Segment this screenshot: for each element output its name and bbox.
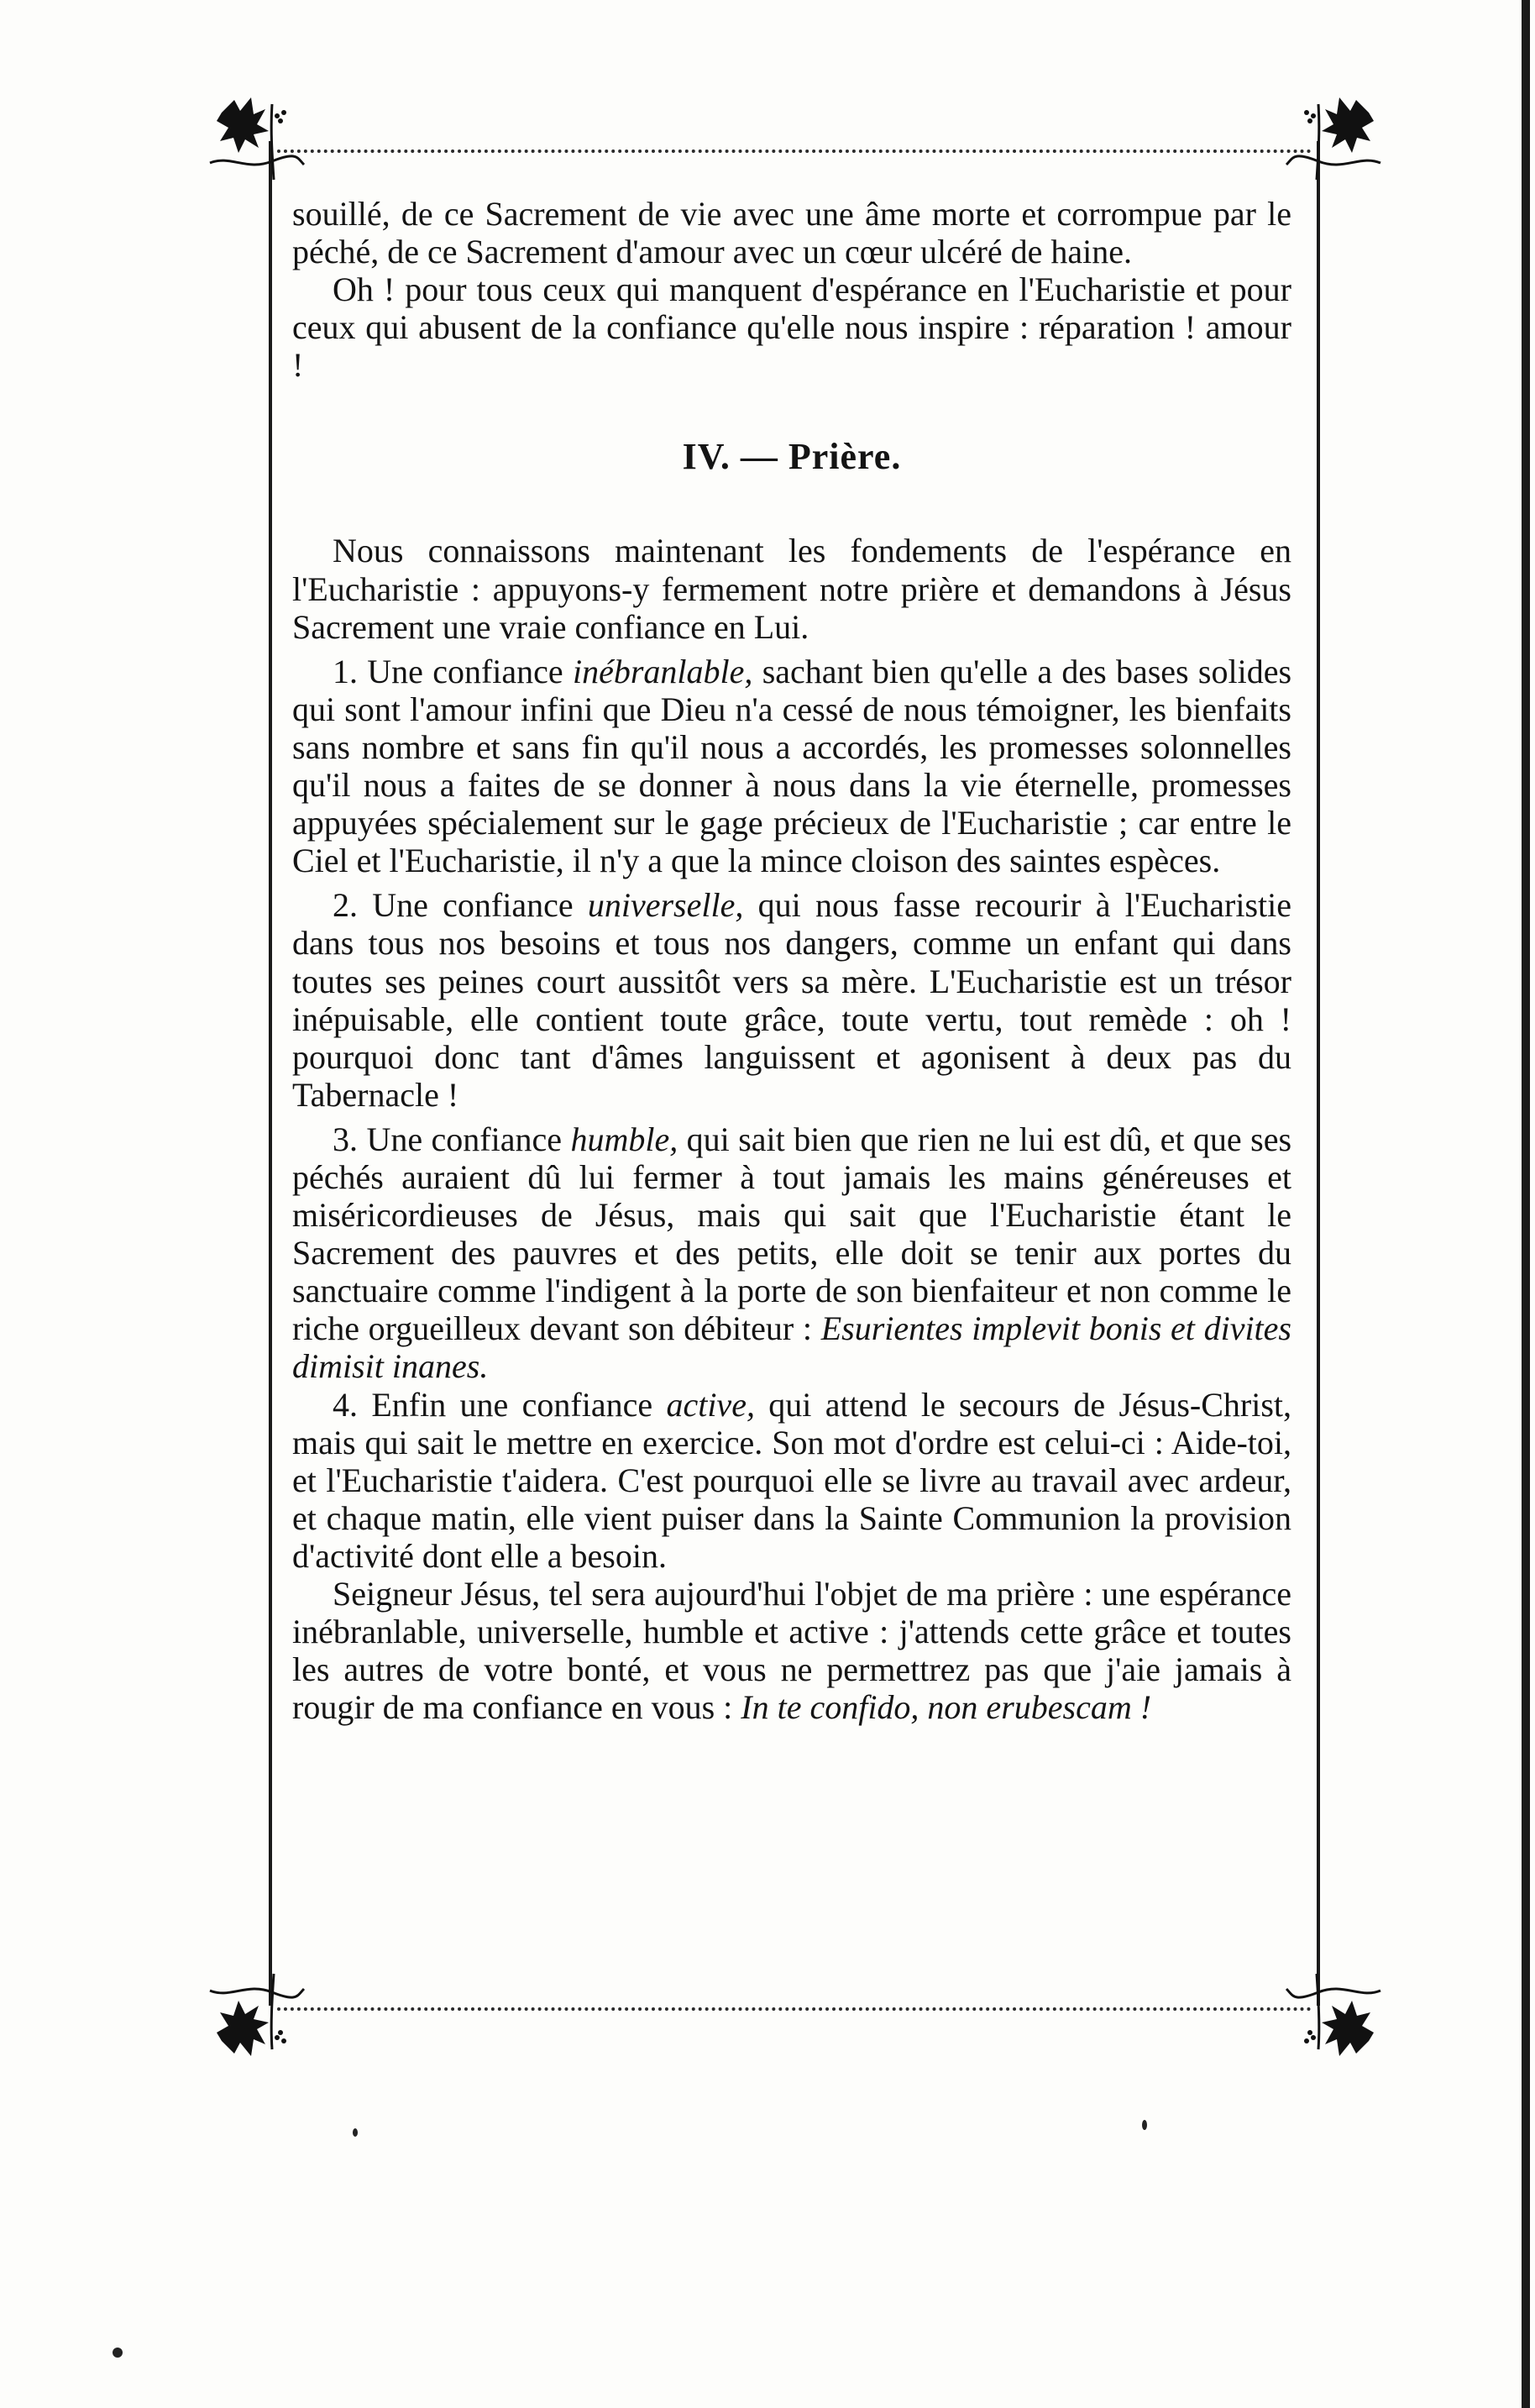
item-body: qui sait bien que rien ne lui est dû, et que ses péchés auraient dû lui fermer à tout jamais les mains généreuses et miséricordieuses de Jésus, mais qui sait que l'Eucharistie étant le Sacrement des pauvres et des petits, elle doit se tenir aux portes du sanctuaire comme l'indigent à la porte de son bienfaiteur et non comme le riche orgueilleux devant son débiteur : [292, 1120, 1292, 1348]
item-number: 4. [333, 1385, 358, 1424]
scan-speck [1142, 2120, 1147, 2130]
item-body: qui nous fasse recourir à l'Eucharistie dans tous nos besoins et tous nos dangers, comme un enfant qui dans toutes ses peines court aussitôt vers sa mère. L'Eucharistie est un trésor inépuisable, elle contient toute grâce, toute vertu, tout remède : oh ! pourquoi donc tant d'âmes languissent et agonisent à deux pas du Tabernacle ! [292, 886, 1292, 1114]
closing-text: Seigneur Jésus, tel sera aujourd'hui l'objet de ma prière : une espérance inébranlable, universelle, humble et active : j'attends cette grâce et toutes les autres de votre bonté, et vous ne permettrez pas que j'aie jamais à rougir de ma confiance en vous : [292, 1575, 1291, 1727]
list-item [292, 1386, 1291, 1575]
intro-paragraph-1: souillé, de ce Sacrement de vie avec une âme morte et corrompue par le péché, de ce Sacrement d'amour avec un cœur ulcéré de haine. [292, 195, 1291, 271]
item-number: 2. [333, 886, 358, 925]
item-lead: Enfin une confiance [371, 1385, 653, 1424]
frame-left-rule [269, 141, 272, 2006]
ornament-bottom-right-icon [1285, 1965, 1386, 2066]
ornament-bottom-left-icon [205, 1965, 306, 2066]
list-item [292, 886, 1291, 1114]
list-item [292, 1120, 1291, 1386]
latin-quote: Esurientes implevit bonis et divites dimisit inanes. [292, 1309, 1291, 1386]
scan-edge [1522, 0, 1530, 2408]
item-emphasis: universelle, [587, 886, 744, 925]
item-body: qui attend le secours de Jésus-Christ, mais qui sait le mettre en exercice. Son mot d'ordre est celui-ci : Aide-toi, et l'Eucharistie t'aidera. C'est pourquoi elle se livre au travail avec ardeur, et chaque matin, elle vient puiser dans la Sainte Communion la provision d'activité dont elle a besoin. [292, 1385, 1292, 1575]
scan-speck [353, 2128, 358, 2137]
page-text [292, 195, 1291, 1726]
item-lead: Une confiance [367, 652, 563, 690]
item-emphasis: active, [666, 1385, 755, 1424]
item-lead: Une confiance [366, 1120, 562, 1158]
ornament-top-right-icon [1285, 87, 1386, 188]
frame-bottom-rule [277, 2007, 1312, 2011]
item-emphasis: humble, [570, 1120, 678, 1158]
list-item [292, 653, 1291, 880]
section-heading: IV. — Prière. [682, 436, 902, 478]
closing-latin-quote: In te confido, non erubescam ! [741, 1688, 1152, 1727]
opening-paragraph: Nous connaissons maintenant les fondements de l'espérance en l'Eucharistie : appuyons-y fermement notre prière et demandons à Jésus Sacrement une vraie confiance en Lui. [292, 532, 1291, 646]
item-lead: Une confiance [372, 886, 574, 925]
intro-paragraph-2: Oh ! pour tous ceux qui manquent d'espérance en l'Eucharistie et pour ceux qui abusent de la confiance qu'elle nous inspire : réparation ! amour ! [292, 270, 1291, 385]
item-body: sachant bien qu'elle a des bases solides qui sont l'amour infini que Dieu n'a cessé de nous témoigner, les bienfaits sans nombre et sans fin qu'il nous a accordés, les promesses solonnelles qu'il nous a faites de se donner à nous dans la vie éternelle, promesses appuyées spécialement sur le gage précieux de l'Eucharistie ; car entre le Ciel et l'Eucharistie, il n'y a que la mince cloison des saintes espèces. [292, 652, 1292, 880]
item-emphasis: inébranlable, [572, 652, 753, 690]
frame-right-rule [1317, 141, 1320, 2006]
frame-top-rule [277, 150, 1312, 153]
closing-paragraph [292, 1575, 1291, 1726]
item-number: 3. [333, 1120, 358, 1158]
scan-speck [113, 2348, 123, 2358]
ornament-top-left-icon [205, 87, 306, 188]
item-number: 1. [333, 652, 358, 690]
